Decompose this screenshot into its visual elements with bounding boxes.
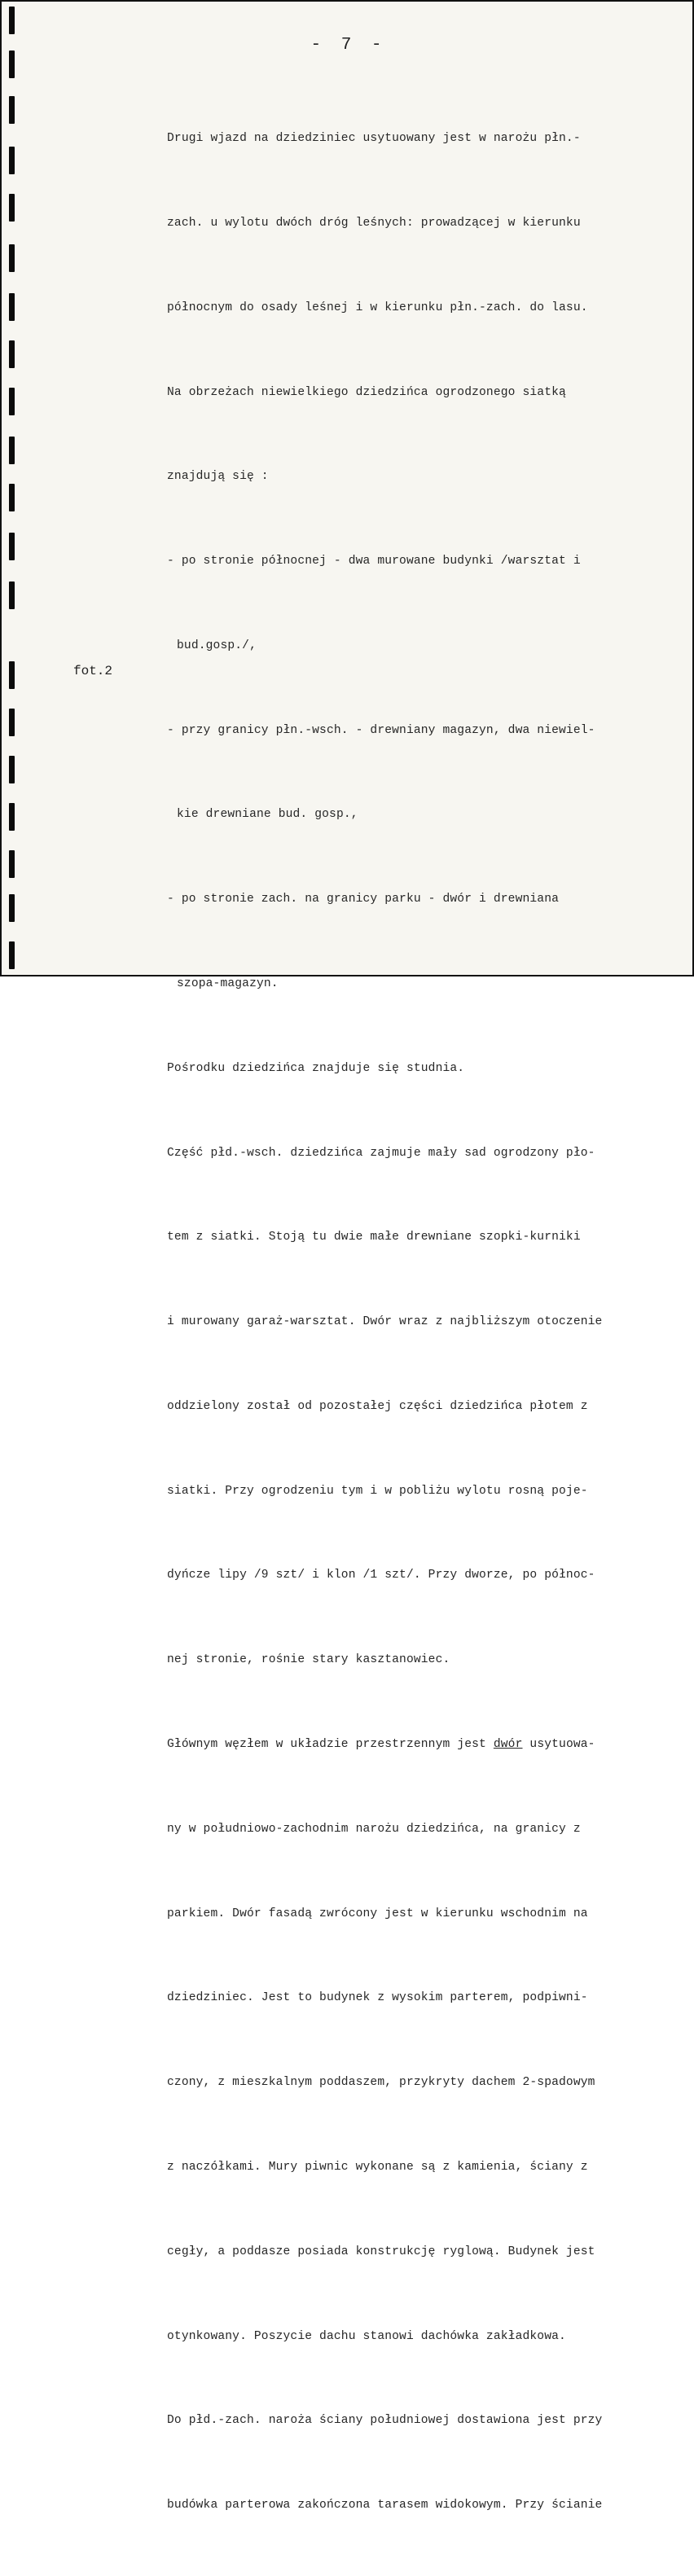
text-line: ny w południowo-zachodnim narożu dziedzińca, na granicy z <box>167 1822 581 1836</box>
text-line: siatki. Przy ogrodzeniu tym i w pobliżu wylotu rosną poje- <box>167 1484 588 1498</box>
text-line: północnym do osady leśnej i w kierunku płn.-zach. do lasu. <box>167 301 588 314</box>
binding-hole <box>9 244 15 272</box>
binding-hole <box>9 50 15 78</box>
text-line: znajdują się : <box>167 470 269 484</box>
text-line: Na obrzeżach niewielkiego dziedzińca ogrodzonego siatką <box>167 385 566 399</box>
binding-hole <box>9 850 15 878</box>
text-line: budówka parterowa zakończona tarasem widokowym. Przy ścianie <box>167 2499 603 2512</box>
text-line: z naczółkami. Mury piwnic wykonane są z kamienia, ściany z <box>167 2160 588 2174</box>
list-item-line: - po stronie zach. na granicy parku - dwór i drewniana <box>167 893 560 906</box>
text-line: tem z siatki. Stoją tu dwie małe drewniane szopki-kurniki <box>167 1231 581 1244</box>
text-line: dziedziniec. Jest to budynek z wysokim parterem, podpiwni- <box>167 1991 588 2005</box>
text-line-with-underline <box>167 1731 688 1759</box>
binding-hole <box>9 756 15 783</box>
binding-hole <box>9 709 15 736</box>
list-item-line: - po stronie północnej - dwa murowane budynki /warsztat i <box>167 555 581 568</box>
underlined-word: dwór <box>493 1738 523 1752</box>
text-line: dyńcze lipy /9 szt/ i klon /1 szt/. Przy dworze, po północ- <box>167 1569 595 1582</box>
body-text <box>167 68 688 2576</box>
text-line: nej stronie, rośnie stary kasztanowiec. <box>167 1653 450 1667</box>
page-number: - 7 - <box>310 36 384 55</box>
binding-hole <box>9 7 15 34</box>
list-item-continuation: bud.gosp./, <box>177 639 257 652</box>
text-line: zach. u wylotu dwóch dróg leśnych: prowadzącej w kierunku <box>167 216 581 230</box>
binding-hole <box>9 581 15 609</box>
binding-hole <box>9 293 15 321</box>
text-line: Część płd.-wsch. dziedzińca zajmuje mały sad ogrodzony pło- <box>167 1146 595 1160</box>
binding-hole <box>9 533 15 560</box>
text-line: parkiem. Dwór fasadą zwrócony jest w kierunku wschodnim na <box>167 1907 588 1920</box>
binding-hole <box>9 340 15 368</box>
binding-hole <box>9 484 15 511</box>
text-line: i murowany garaż-warsztat. Dwór wraz z najbliższym otoczenie <box>167 1315 603 1329</box>
list-item-continuation: szopa-magazyn. <box>177 977 279 990</box>
binding-hole <box>9 96 15 124</box>
binding-hole <box>9 661 15 689</box>
text-line: otynkowany. Poszycie dachu stanowi dachówka zakładkowa. <box>167 2329 566 2343</box>
binding-hole <box>9 194 15 222</box>
binding-hole <box>9 941 15 969</box>
text-line: oddzielony został od pozostałej części dziedzińca płotem z <box>167 1399 588 1413</box>
text-segment: usytuowa- <box>522 1738 595 1752</box>
binding-hole <box>9 437 15 464</box>
list-item-line: - przy granicy płn.-wsch. - drewniany magazyn, dwa niewiel- <box>167 723 595 737</box>
binding-hole <box>9 388 15 415</box>
text-line: czony, z mieszkalnym poddaszem, przykryty dachem 2-spadowym <box>167 2076 595 2090</box>
text-line: Drugi wjazd na dziedziniec usytuowany jest w narożu płn.- <box>167 132 581 146</box>
list-item-continuation: kie drewniane bud. gosp., <box>177 808 358 822</box>
text-line: cegły, a poddasze posiada konstrukcję ryglową. Budynek jest <box>167 2245 595 2258</box>
margin-photo-reference: fot.2 <box>73 664 113 678</box>
text-line: Do płd.-zach. naroża ściany południowej dostawiona jest przy <box>167 2414 603 2428</box>
binding-hole <box>9 803 15 831</box>
text-line: Pośrodku dziedzińca znajduje się studnia. <box>167 1061 465 1075</box>
binding-hole <box>9 894 15 922</box>
text-segment: Głównym węzłem w układzie przestrzennym jest <box>167 1738 486 1752</box>
binding-hole <box>9 147 15 174</box>
